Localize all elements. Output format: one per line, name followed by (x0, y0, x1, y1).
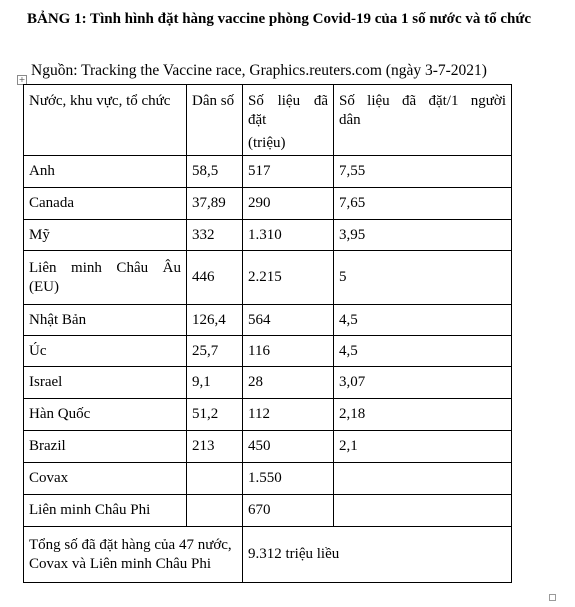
table-row (24, 220, 512, 251)
cell-per-capita: 4,5 (334, 336, 512, 367)
cell-population (187, 495, 243, 527)
table-row (24, 336, 512, 367)
table-row (24, 188, 512, 220)
cell-country: Canada (24, 188, 187, 220)
cell-country: Nhật Bản (24, 305, 187, 336)
cell-per-capita: 2,18 (334, 399, 512, 431)
cell-country: Covax (24, 463, 187, 495)
cell-ordered: 517 (243, 156, 334, 188)
cell-population: 213 (187, 431, 243, 463)
cell-ordered: 112 (243, 399, 334, 431)
header-per-capita: Số liệu đã đặt/1 người dân (334, 85, 512, 156)
cell-ordered: 1.310 (243, 220, 334, 251)
cell-country: Anh (24, 156, 187, 188)
table-caption: BẢNG 1: Tình hình đặt hàng vaccine phòng Covid-19 của 1 số nước và tổ chức (27, 11, 532, 27)
cell-ordered: 564 (243, 305, 334, 336)
header-country: Nước, khu vực, tổ chức (24, 85, 187, 156)
cell-ordered: 670 (243, 495, 334, 527)
table-row (24, 495, 512, 527)
cell-population: 25,7 (187, 336, 243, 367)
cell-ordered: 1.550 (243, 463, 334, 495)
cell-per-capita: 7,65 (334, 188, 512, 220)
cell-country: Brazil (24, 431, 187, 463)
cell-ordered: 28 (243, 367, 334, 399)
table-move-handle-icon[interactable]: + (18, 75, 26, 84)
table-row (24, 431, 512, 463)
cell-population: 58,5 (187, 156, 243, 188)
table-row (24, 367, 512, 399)
cell-per-capita: 2,1 (334, 431, 512, 463)
table-row (24, 305, 512, 336)
cell-population: 126,4 (187, 305, 243, 336)
cell-population: 332 (187, 220, 243, 251)
cell-ordered: 450 (243, 431, 334, 463)
cell-ordered: 2.215 (243, 251, 334, 305)
cell-country: Hàn Quốc (24, 399, 187, 431)
cell-country: Liên minh Châu Âu (EU) (24, 251, 187, 305)
cell-population: 37,89 (187, 188, 243, 220)
cell-per-capita (334, 495, 512, 527)
cell-country: Mỹ (24, 220, 187, 251)
cell-per-capita: 7,55 (334, 156, 512, 188)
cell-country: Israel (24, 367, 187, 399)
cell-population (187, 463, 243, 495)
table-row (24, 156, 512, 188)
cell-ordered: 290 (243, 188, 334, 220)
cell-population: 9,1 (187, 367, 243, 399)
total-value: 9.312 triệu liều (243, 527, 512, 583)
cell-per-capita: 4,5 (334, 305, 512, 336)
cell-population: 446 (187, 251, 243, 305)
cell-population: 51,2 (187, 399, 243, 431)
table-row (24, 399, 512, 431)
header-ordered: Số liệu đã đặt (triệu) (243, 85, 334, 156)
table-row (24, 463, 512, 495)
source-note: Nguồn: Tracking the Vaccine race, Graphics.reuters.com (ngày 3-7-2021) (31, 62, 487, 79)
cell-country: Úc (24, 336, 187, 367)
cell-per-capita: 3,07 (334, 367, 512, 399)
cell-per-capita (334, 463, 512, 495)
cell-country: Liên minh Châu Phi (24, 495, 187, 527)
table-header-row (24, 85, 512, 156)
table-row (24, 251, 512, 305)
cell-per-capita: 3,95 (334, 220, 512, 251)
total-label: Tổng số đã đặt hàng của 47 nước, Covax và Liên minh Châu Phi (24, 527, 243, 583)
total-row (24, 527, 512, 583)
vaccine-orders-table (23, 84, 512, 583)
cell-ordered: 116 (243, 336, 334, 367)
table-resize-handle[interactable] (549, 594, 556, 601)
header-population: Dân số (187, 85, 243, 156)
cell-per-capita: 5 (334, 251, 512, 305)
